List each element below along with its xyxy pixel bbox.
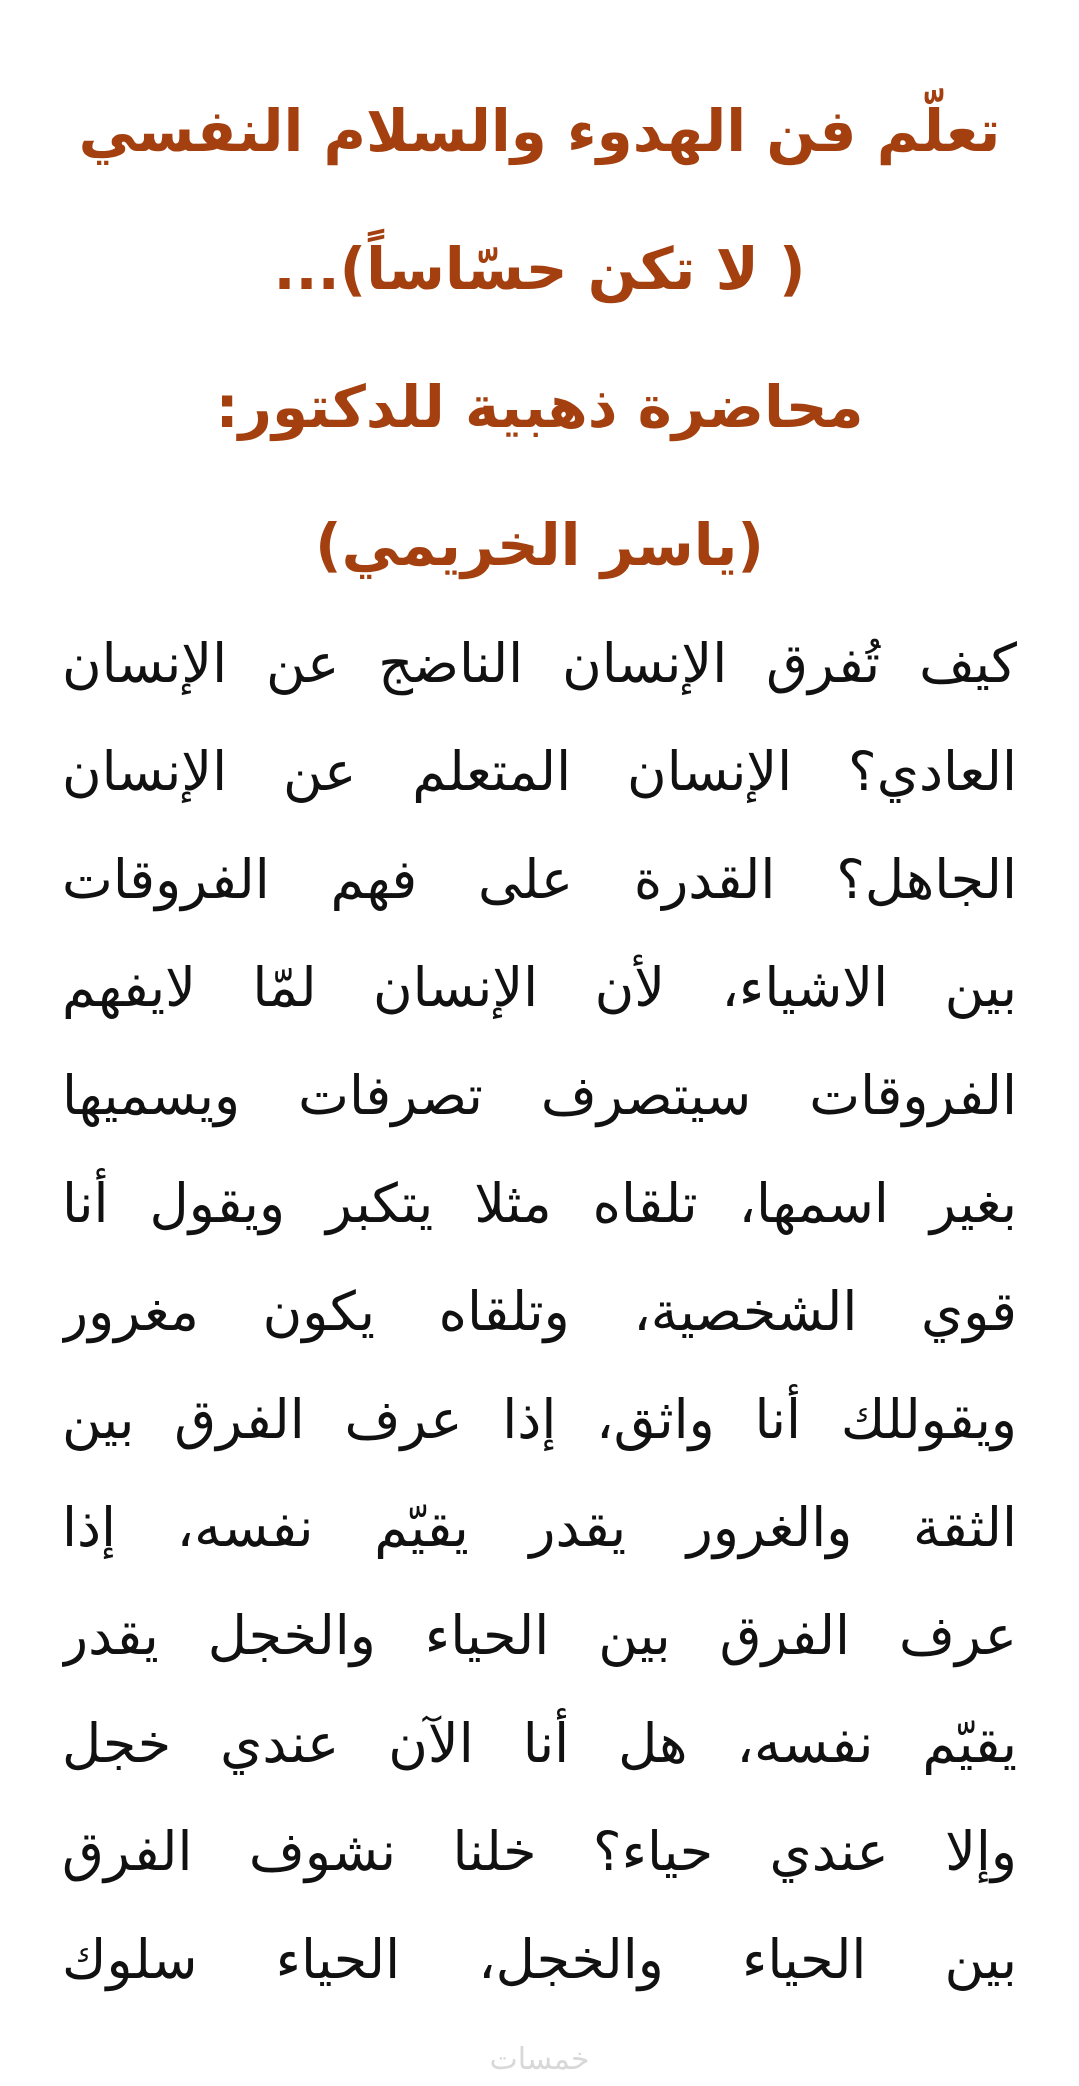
body-line: بين الحياء والخجل، الحياء سلوك	[62, 1928, 1017, 1991]
title-line: محاضرة ذهبية للدكتور:	[215, 373, 864, 441]
body-line: بغير اسمها، تلقاه مثلا يتكبر ويقول أنا	[62, 1172, 1017, 1235]
body-line: عرف الفرق بين الحياء والخجل يقدر	[62, 1604, 1017, 1667]
body-line: يقيّم نفسه، هل أنا الآن عندي خجل	[62, 1712, 1017, 1775]
body-text	[62, 610, 1017, 2014]
body-line: الثقة والغرور يقدر يقيّم نفسه، إذا	[62, 1496, 1017, 1559]
body-line: ويقوللك أنا واثق، إذا عرف الفرق بين	[62, 1388, 1017, 1451]
body-line: بين الاشياء، لأن الإنسان لمّا لايفهم	[62, 956, 1017, 1019]
title-line: تعلّم فن الهدوء والسلام النفسي	[78, 97, 1001, 165]
title-line: ( لا تكن حسّاساً)...	[273, 235, 806, 303]
body-line: الجاهل؟ القدرة على فهم الفروقات	[62, 848, 1017, 911]
watermark: خمسات	[489, 2042, 590, 2077]
body-line: العادي؟ الإنسان المتعلم عن الإنسان	[62, 740, 1017, 803]
title-block	[60, 62, 1019, 614]
body-line: كيف تُفرق الإنسان الناضج عن الإنسان	[62, 632, 1017, 695]
title-line: (ياسر الخريمي)	[315, 511, 764, 579]
body-line: الفروقات سيتصرف تصرفات ويسميها	[62, 1064, 1017, 1127]
body-line: قوي الشخصية، وتلقاه يكون مغرور	[62, 1280, 1017, 1343]
body-line: وإلا عندي حياء؟ خلنا نشوف الفرق	[62, 1820, 1017, 1883]
